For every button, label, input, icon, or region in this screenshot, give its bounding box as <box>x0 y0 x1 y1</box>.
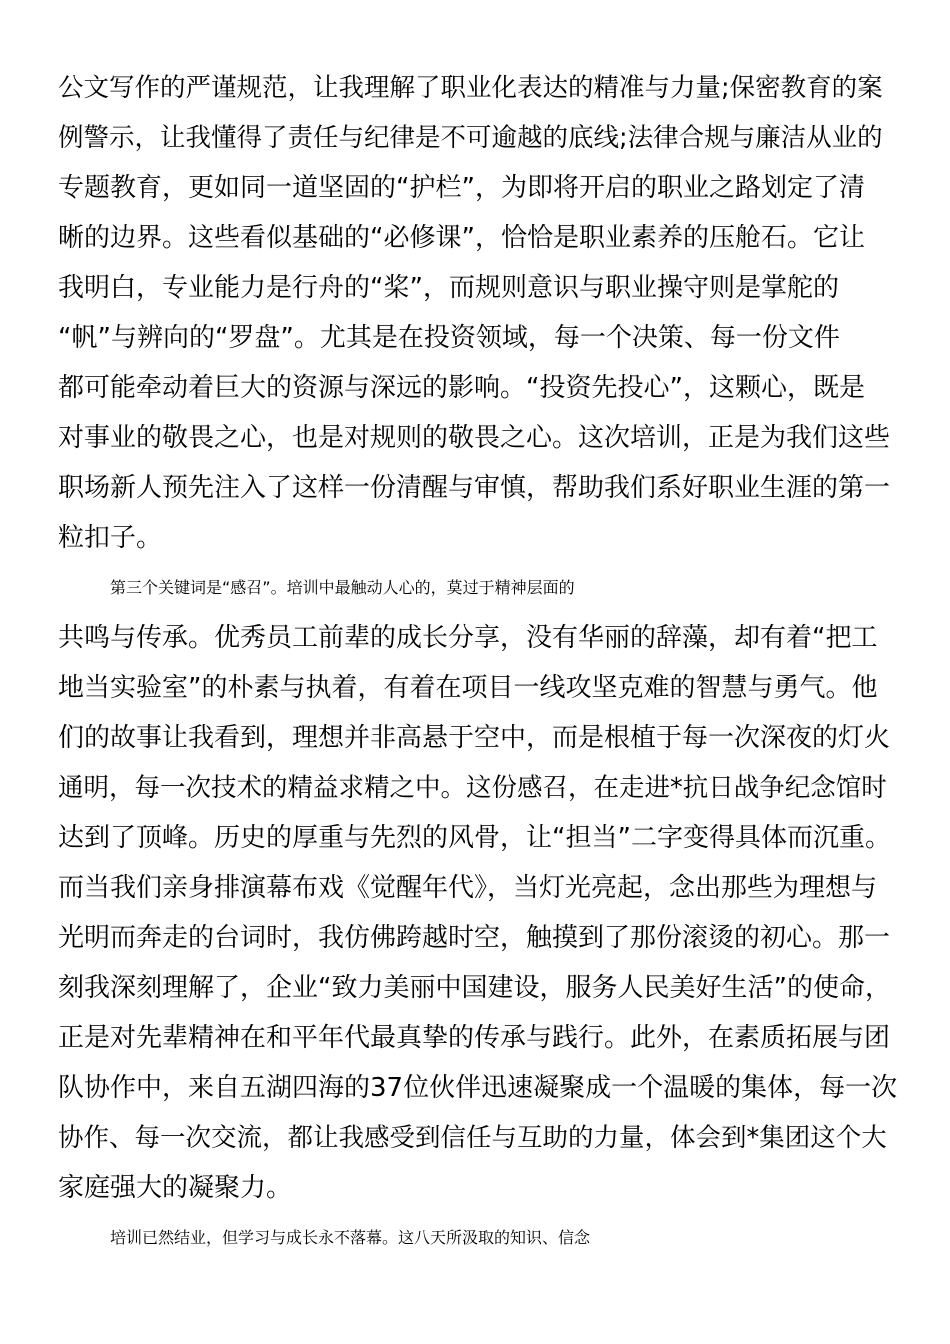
text-line: 对事业的敬畏之心，也是对规则的敬畏之心。这次培训，正是为我们这些 <box>58 423 891 453</box>
text-line: 晰的边界。这些看似基础的“必修课”，恰恰是职业素养的压舱石。它让 <box>58 223 865 253</box>
text-line: 共鸣与传承。优秀员工前辈的成长分享，没有华丽的辞藻，却有着“把工 <box>58 623 878 653</box>
text-line: 家庭强大的凝聚力。 <box>58 1173 293 1203</box>
text-line: 光明而奔走的台词时，我仿佛跨越时空，触摸到了那份滚烫的初心。那一 <box>58 923 891 953</box>
text-line: “帆”与辨向的“罗盘”。尤其是在投资领域，每一个决策、每一份文件 <box>58 323 840 353</box>
text-line: 达到了顶峰。历史的厚重与先烈的风骨，让“担当”二字变得具体而沉重。 <box>58 823 891 853</box>
text-line: 地当实验室”的朴素与执着，有着在项目一线攻坚克难的智慧与勇气。他 <box>58 673 878 703</box>
text-line: 协作、每一次交流，都让我感受到信任与互助的力量，体会到*集团这个大 <box>58 1123 887 1153</box>
text-line: 都可能牵动着巨大的资源与深远的影响。“投资先投心”，这颗心，既是 <box>58 373 865 403</box>
text-line: 队协作中，来自五湖四海的37位伙伴迅速凝聚成一个温暖的集体，每一次 <box>58 1073 898 1103</box>
paragraph-start-line: 培训已然结业，但学习与成长永不落幕。这八天所汲取的知识、信念 <box>110 1228 591 1247</box>
text-line: 例警示，让我懂得了责任与纪律是不可逾越的底线;法律合规与廉洁从业的 <box>58 123 883 153</box>
text-line: 公文写作的严谨规范，让我理解了职业化表达的精准与力量;保密教育的案 <box>58 73 883 103</box>
text-line: 而当我们亲身排演幕布戏《觉醒年代》，当灯光亮起，念出那些为理想与 <box>58 873 878 903</box>
text-line: 通明，每一次技术的精益求精之中。这份感召，在走进*抗日战争纪念馆时 <box>58 773 887 803</box>
paragraph-start-line: 第三个关键词是“感召”。培训中最触动人心的，莫过于精神层面的 <box>110 578 575 597</box>
text-line: 职场新人预先注入了这样一份清醒与审慎，帮助我们系好职业生涯的第一 <box>58 473 891 503</box>
text-line: 粒扣子。 <box>58 523 163 553</box>
text-line: 正是对先辈精神在和平年代最真挚的传承与践行。此外，在素质拓展与团 <box>58 1023 891 1053</box>
text-line: 我明白，专业能力是行舟的“桨”，而规则意识与职业操守则是掌舵的 <box>58 273 839 303</box>
text-line: 刻我深刻理解了，企业“致力美丽中国建设，服务人民美好生活”的使命， <box>58 973 891 1003</box>
text-line: 们的故事让我看到，理想并非高悬于空中，而是根植于每一次深夜的灯火 <box>58 723 891 753</box>
text-line: 专题教育，更如同一道坚固的“护栏”，为即将开启的职业之路划定了清 <box>58 173 865 203</box>
